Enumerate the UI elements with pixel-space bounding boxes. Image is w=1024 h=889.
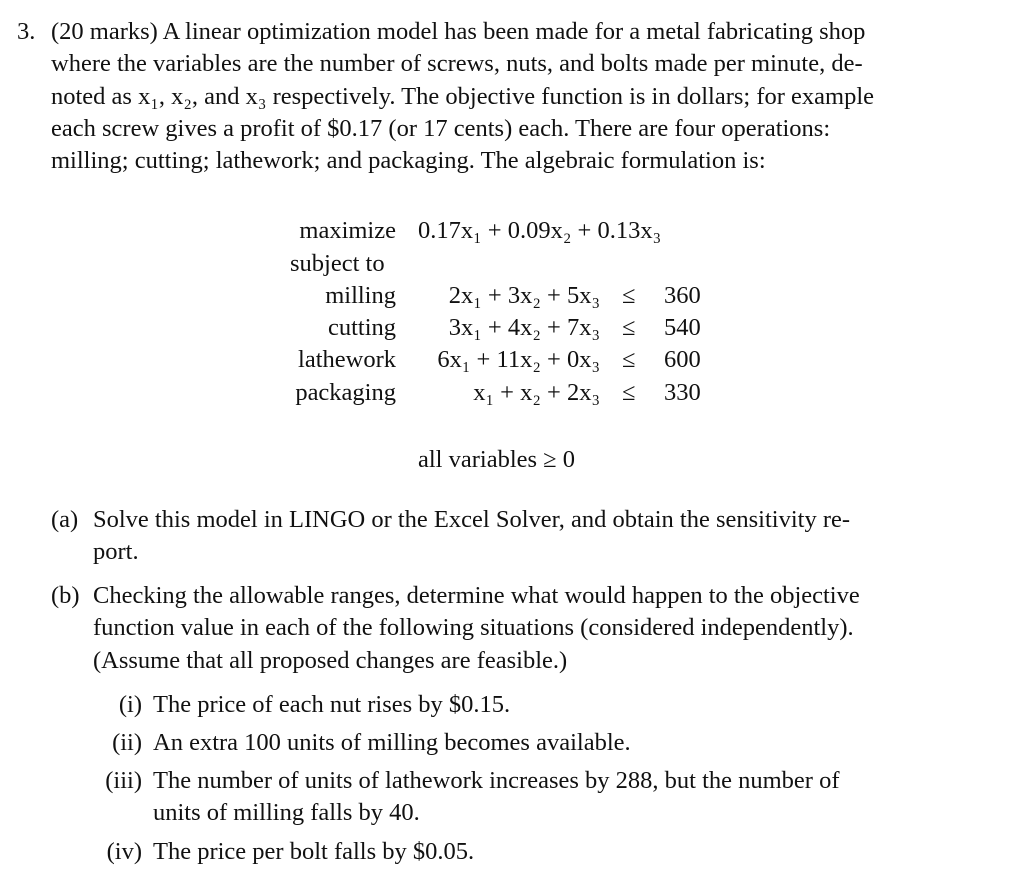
problem-number: 3.: [17, 18, 36, 45]
subitem-i-label: (i): [118, 691, 142, 718]
constraint-sign-milling: ≤: [622, 282, 636, 309]
intro-line-5: milling; cutting; lathework; and packaging. The algebraic formulation is:: [51, 147, 766, 174]
constraint-name-milling: milling: [325, 282, 396, 309]
subitem-iii-label: (iii): [105, 767, 142, 794]
subitem-iv-label: (iv): [106, 838, 142, 865]
constraint-name-packaging: packaging: [295, 379, 396, 406]
nonnegativity-constraint: all variables ≥ 0: [418, 446, 575, 473]
subitem-i-line-1: The price of each nut rises by $0.15.: [153, 691, 511, 718]
constraint-expr-cutting: 3x₁ + 4x₂ + 7x₃: [448, 314, 600, 341]
constraint-rhs-milling: 360: [664, 282, 701, 309]
part-b-line-2: function value in each of the following situations (considered independently).: [93, 614, 854, 641]
constraint-rhs-lathework: 600: [664, 346, 701, 373]
constraint-name-lathework: lathework: [298, 346, 396, 373]
subitem-iii-line-1: The number of units of lathework increases by 288, but the number of: [153, 767, 840, 794]
subitem-iii-line-2: units of milling falls by 40.: [153, 799, 420, 826]
constraint-expr-milling: 2x₁ + 3x₂ + 5x₃: [448, 282, 600, 309]
intro-line-2: where the variables are the number of screws, nuts, and bolts made per minute, de-: [51, 50, 863, 77]
constraint-rhs-cutting: 540: [664, 314, 701, 341]
subitem-ii-line-1: An extra 100 units of milling becomes available.: [153, 729, 631, 756]
intro-line-3: noted as x₁, x₂, and x₃ respectively. The objective function is in dollars; for example: [51, 83, 875, 110]
constraint-expr-packaging: x₁ + x₂ + 2x₃: [473, 379, 600, 406]
part-b-line-3: (Assume that all proposed changes are feasible.): [93, 647, 568, 674]
constraint-sign-packaging: ≤: [622, 379, 636, 406]
subitem-ii-label: (ii): [112, 729, 142, 756]
constraint-name-cutting: cutting: [327, 314, 396, 341]
intro-line-4: each screw gives a profit of $0.17 (or 17 cents) each. There are four operations:: [51, 115, 831, 142]
part-a-line-2: port.: [93, 538, 139, 565]
part-b-line-1: Checking the allowable ranges, determine what would happen to the objective: [93, 582, 860, 609]
constraint-rhs-packaging: 330: [664, 379, 701, 406]
part-a-label: (a): [51, 506, 79, 533]
subject-to-label: subject to: [290, 250, 385, 277]
part-b-label: (b): [51, 582, 80, 609]
part-a-line-1: Solve this model in LINGO or the Excel Solver, and obtain the sensitivity re-: [93, 506, 851, 533]
constraint-sign-lathework: ≤: [622, 346, 636, 373]
constraint-sign-cutting: ≤: [622, 314, 636, 341]
objective-expression: 0.17x₁ + 0.09x₂ + 0.13x₃: [418, 217, 662, 244]
constraint-expr-lathework: 6x₁ + 11x₂ + 0x₃: [437, 346, 600, 373]
maximize-label: maximize: [299, 217, 396, 244]
intro-line-1: (20 marks) A linear optimization model has been made for a metal fabricating shop: [51, 18, 866, 45]
subitem-iv-line-1: The price per bolt falls by $0.05.: [153, 838, 475, 865]
